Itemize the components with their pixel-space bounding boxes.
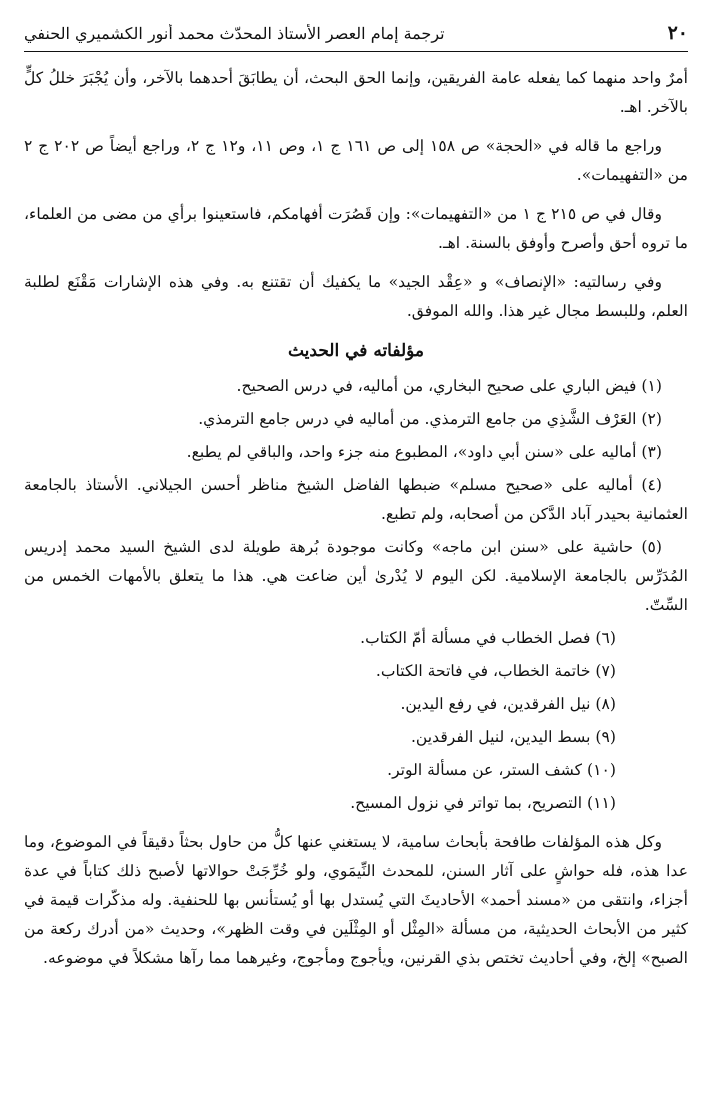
work-item-4: (٤) أماليه على «صحيح مسلم» ضبطها الفاضل الشيخ مناظر أحسن الجيلاني. الأستاذ بالجامعة العثمانية بحيدر آباد الدَّكن من أصحابه، ولم تطبع. [24, 476, 688, 523]
work-item-7: (٧) خاتمة الخطاب، في فاتحة الكتاب. [375, 662, 616, 680]
intro-paragraph-2: وراجع ما قاله في «الحجة» ص ١٥٨ إلى ص ١٦١ ج ١، وص ١١، و١٢ ج ٢، وراجع أيضاً ص ٢٠٢ ج ٢ من «التفهيمات». [24, 137, 688, 184]
work-item-1: (١) فيض الباري على صحيح البخاري، من أماليه، في درس الصحيح. [236, 377, 662, 395]
work-item-8: (٨) نيل الفرقدين، في رفع اليدين. [400, 695, 616, 713]
intro-paragraph-3: وقال في ص ٢١٥ ج ١ من «التفهيمات»: وإن قَصُرَت أفهامكم، فاستعينوا برأي من مضى من العلماء، ما تروه أحق وأصرح وأوفق بالسنة. اهـ. [24, 205, 688, 252]
work-item-5: (٥) حاشية على «سنن ابن ماجه» وكانت موجودة بُرهة طويلة لدى الشيخ السيد محمد إدريس المُدَرِّس بالجامعة الإسلامية. لكن اليوم لا يُدْرىٰ أين ضاعت هي. هذا ما يتعلق بالأمهات الخمس من السِّتّ. [24, 538, 688, 614]
closing-paragraph: وكل هذه المؤلفات طافحة بأبحاث سامية، لا يستغني عنها كلُّ من حاول بحثاً دقيقاً في الموضوع، وما عدا هذه، فله حواشٍ على آثار السنن، للمحدث النِّيمَوي، ولو خُرِّجَتْ حوالاتها لأصبح ذلك كتاباً في عدة أجزاء، وانتقى من «مسند أحمد» الأحاديثَ التي يُستدل بها أو يُستأنس بها للحنفية. وله مذكّرات قيمة في كثير من الأبحاث الحديثية، من مسألة «المِثْل أو المِثْلَين في وقت الظهر»، وحديث «من أدرك ركعة من الصبح» إلخ، وفي أحاديث تختص بذي القرنين، ويأجوج ومأجوج، وغيرهما مما رآها مشكلاً في موضوعه. [24, 833, 688, 967]
intro-paragraph-4: وفي رسالتيه: «الإنصاف» و «عِقْد الجيد» ما يكفيك أن تقتنع به. وفي هذه الإشارات مَقْنَع لطلبة العلم، وللبسط مجال غير هذا. والله الموفق. [24, 273, 688, 320]
work-item-3: (٣) أماليه على «سنن أبي داود»، المطبوع منه جزء واحد، والباقي لم يطبع. [186, 443, 662, 461]
intro-paragraph-1: أمرٌ واحد منهما كما يفعله عامة الفريقين، وإنما الحق البحث، أن يطابَقَ أحدهما بالآخر، وأن يُجْبَرَ خللُ كلٍّ بالآخر. اهـ. [24, 69, 688, 116]
work-item-10: (١٠) كشف الستر، عن مسألة الوتر. [387, 761, 616, 779]
section-heading: مؤلفاته في الحديث [287, 341, 425, 361]
work-item-2: (٢) العَرْف الشَّذِي من جامع الترمذي. من أماليه في درس جامع الترمذي. [198, 410, 662, 428]
work-item-9: (٩) بسط اليدين، لنيل الفرقدين. [410, 728, 616, 746]
work-item-6: (٦) فصل الخطاب في مسألة أمّ الكتاب. [360, 629, 616, 647]
running-title: ترجمة إمام العصر الأستاذ المحدّث محمد أنور الكشميري الحنفي [24, 24, 445, 43]
page-header [24, 22, 688, 52]
work-item-11: (١١) التصريح، بما تواتر في نزول المسيح. [350, 794, 616, 812]
page-number: ٢٠ [667, 22, 688, 44]
